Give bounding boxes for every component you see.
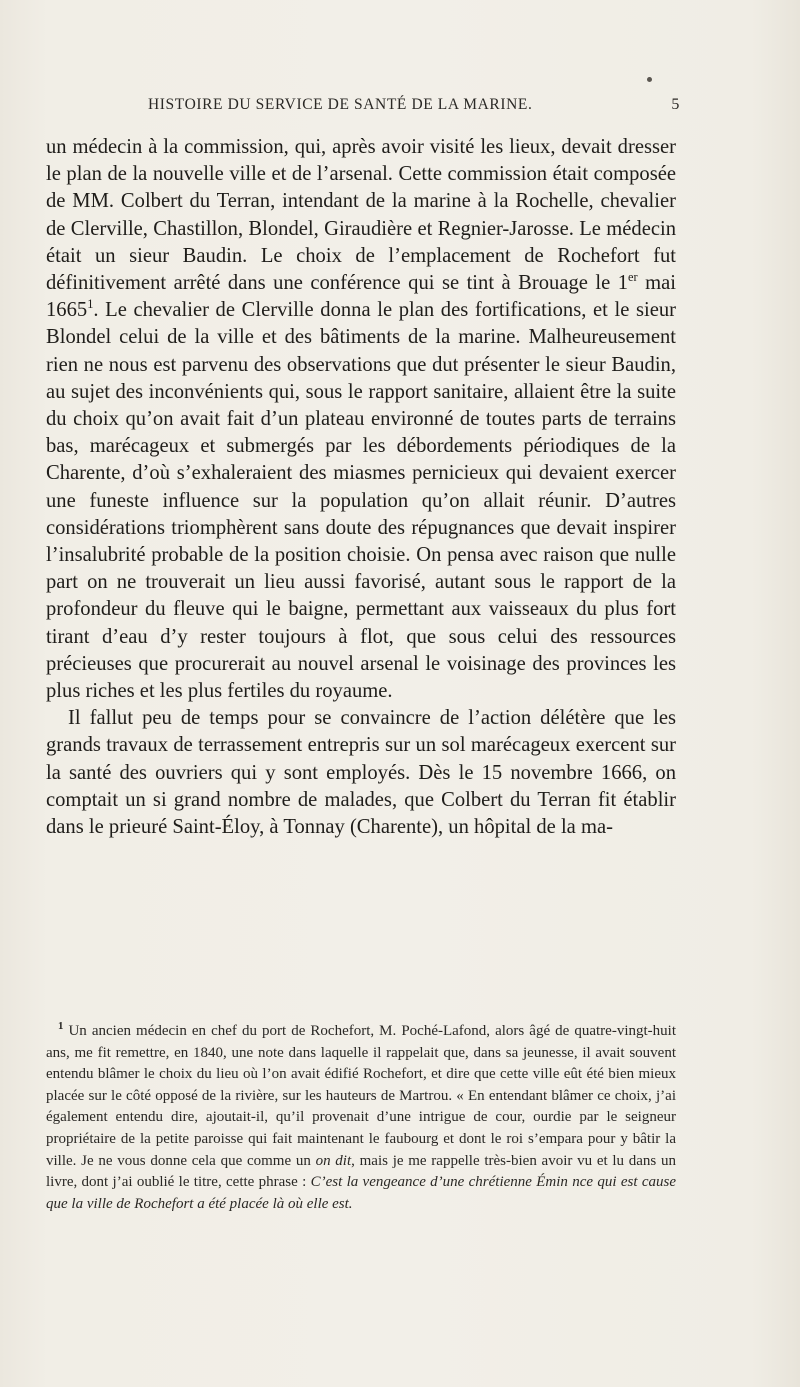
footnote-italic-quote: C’est la vengeance d’une chrétienne Émin nce qui est cause que la ville de Rochefort a été placée là où elle est. xyxy=(46,1174,676,1212)
page-number: 5 xyxy=(671,96,680,113)
main-text xyxy=(46,134,676,841)
paragraph: Il fallut peu de temps pour se convaincre de l’action délétère que les grands travaux de terrassement entrepris sur un sol marécageux exercent sur la santé des ouvriers qui y sont employés. Dès le 15 novembre 1666, on comptait un si grand nombre de malades, que Colbert du Terran fit établir dans le prieuré Saint-Éloy, à Tonnay (Charente), un hôpital de la ma- xyxy=(46,707,676,839)
footnote-text: , mais je me rappelle très-bien avoir vu et lu dans un livre, dont j’ai oublié le titre, cette phrase : xyxy=(46,1152,676,1191)
ink-speck xyxy=(647,77,652,82)
running-title: HISTOIRE DU SERVICE DE SANTÉ DE LA MARINE. xyxy=(148,96,533,113)
paragraph-text: mai 1665 xyxy=(46,272,677,322)
paragraph xyxy=(46,134,676,705)
paragraph-text: un médecin à la commission, qui, après avoir visité les lieux, devait dresser le plan de la nouvelle ville et de l’arsenal. Cette commission était composée de MM. Colbert du Terran, intendant de la marine à la Rochelle, chevalier de Clerville, Chastillon, Blondel, Giraudière et Regnier-Jarosse. Le médecin était un sieur Baudin. Le choix de l’emplacement de Rochefort fut définitivement arrêté dans une conférence qui se tint à Brouage le 1 xyxy=(46,136,676,295)
footnote xyxy=(46,1021,676,1215)
page-header xyxy=(148,96,680,118)
footnote-italic: on dit xyxy=(315,1152,352,1169)
footnote-text: Un ancien médecin en chef du port de Rochefort, M. Poché-Lafond, alors âgé de quatre-vingt-huit ans, me fit remettre, en 1840, une note dans laquelle il rappelait que, dans sa jeunesse, il avait souvent entendu blâmer le choix du lieu où l’on avait édifié Rochefort, et dire que cette ville eût été bien mieux placée sur le côté opposé de la rivière, sur les hauteurs de Martrou. « En entendant blâmer ce choix, j’ai également entendu dire, ajoutait-il, qu’il provenait d’une intrigue de cour, ourdie par le seigneur propriétaire de la petite paroisse qui fait maintenant le faubourg et dont le roi s’empara pour y bâtir la ville. Je ne vous donne cela que comme un xyxy=(46,1023,676,1169)
footnote-paragraph xyxy=(46,1021,676,1215)
footnote-mark: 1 xyxy=(58,1020,64,1032)
footnote-reference: 1 xyxy=(87,297,94,312)
paragraph-text: . Le chevalier de Clerville donna le plan des fortifications, et le sieur Blondel celui de la ville et des bâtiments de la marine. Malheureusement rien ne nous est parvenu des observations que dut présenter le sieur Baudin, au sujet des inconvénients qui, sous le rapport sanitaire, allaient être la suite du choix qu’on avait fait d’un plateau environné de toutes parts de terrains bas, marécageux et submergés par les débordements périodiques de la Charente, d’où s’exhaleraient des miasmes pernicieux qui devaient exercer une funeste influence sur la population qu’on allait réunir. D’autres considérations triomphèrent sans doute des répugnances que devait inspirer l’insalubrité probable de la position choisie. On pensa avec raison que nulle part on ne trouverait un lieu aussi favorisé, autant sous le rapport de la profondeur du fleuve qui le baigne, permettant aux vaisseaux du plus fort tirant d’eau d’y rester toujours à flot, que sous celui des ressources précieuses que procurerait au nouvel arsenal le voisinage des provinces les plus riches et les plus fertiles du royaume. xyxy=(46,299,676,703)
ordinal-superscript: er xyxy=(628,270,638,285)
